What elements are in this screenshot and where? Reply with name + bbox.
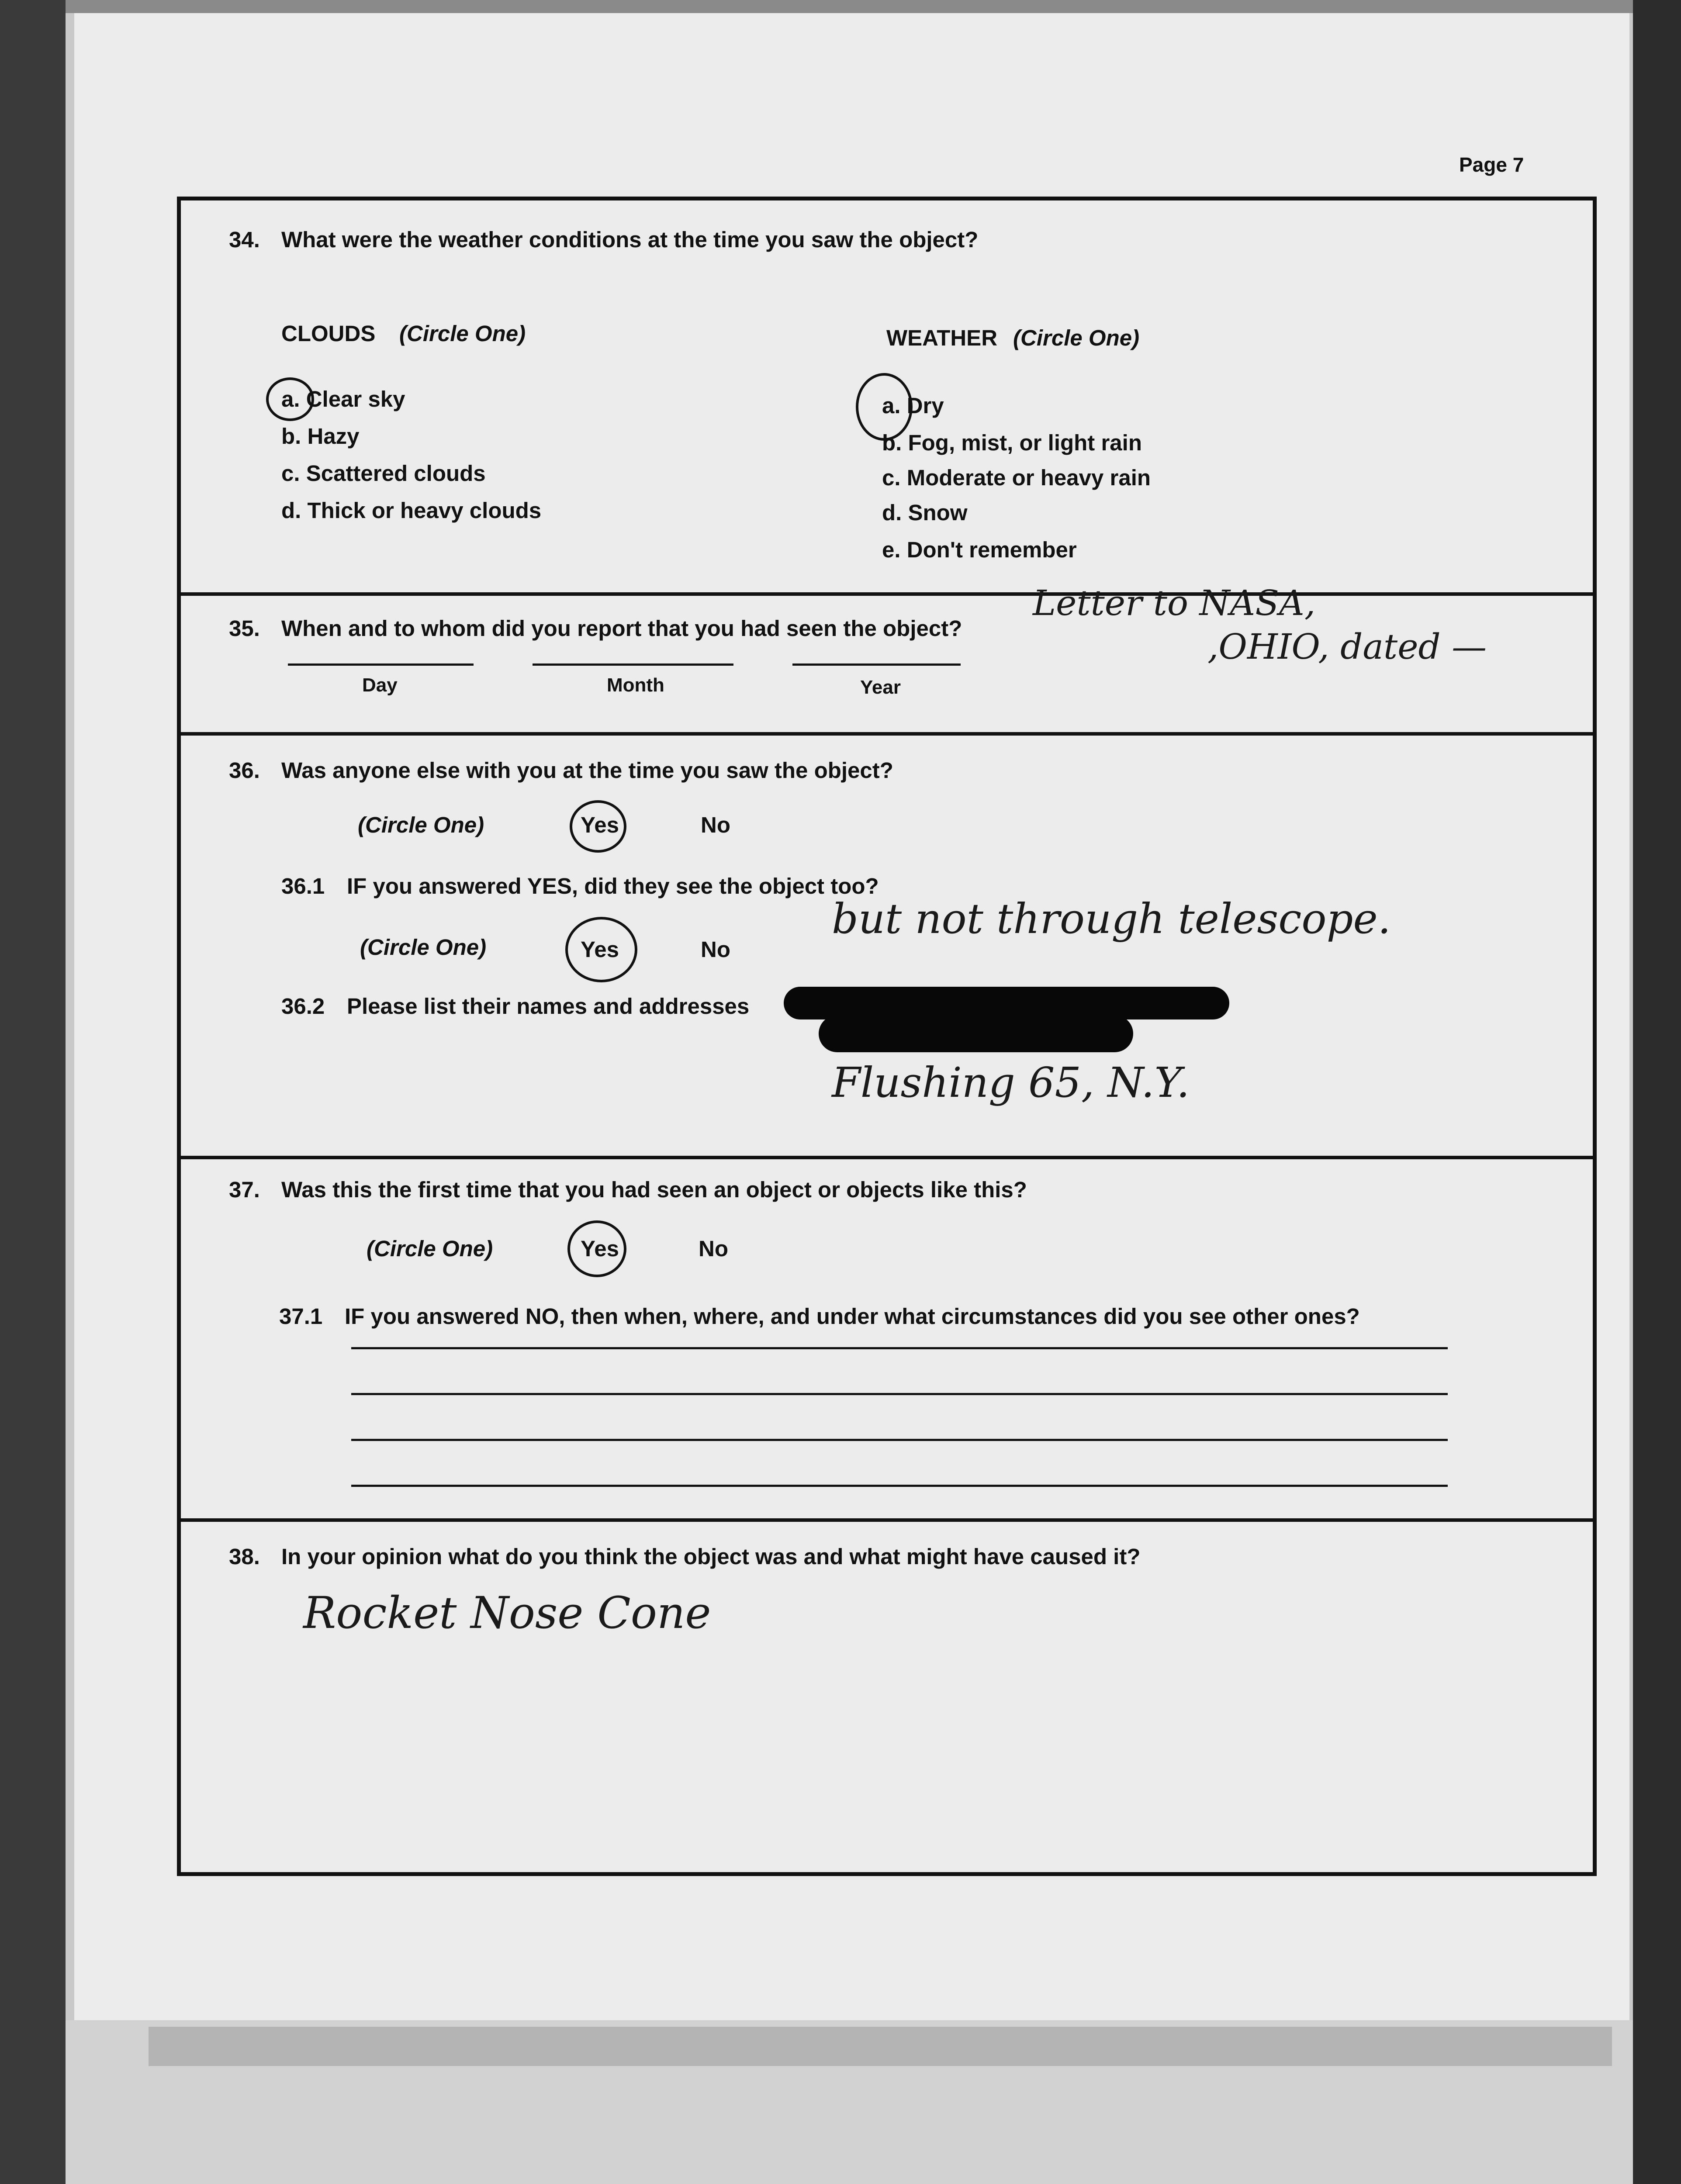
year-line (792, 663, 961, 666)
question-34-number: 34. (229, 227, 260, 252)
weather-option-b: b. Fog, mist, or light rain (882, 430, 1142, 455)
question-36-circle-one: (Circle One) (358, 812, 484, 837)
weather-circle-one: (Circle One) (1013, 325, 1140, 350)
questionnaire-form (177, 197, 1597, 1876)
day-line (288, 663, 474, 666)
redaction-bar (819, 1015, 1133, 1052)
scan-lower-band (149, 2027, 1612, 2066)
scan-top-band (66, 0, 1633, 13)
answer-line (351, 1393, 1448, 1395)
question-36-text: Was anyone else with you at the time you saw the object? (281, 758, 893, 783)
day-label: Day (362, 674, 398, 696)
question-38-number: 38. (229, 1544, 260, 1569)
redaction-bar (784, 987, 1229, 1019)
question-36-1-yes-circle (565, 917, 637, 982)
handwritten-report-recipient: Letter to NASA, (1033, 583, 1316, 623)
question-38-section (181, 1522, 1593, 1871)
question-37-yes-circle (567, 1220, 626, 1277)
question-37-no: No (699, 1236, 728, 1261)
question-37-1-number: 37.1 (279, 1304, 323, 1329)
question-36-1-no: No (701, 937, 730, 962)
clouds-heading: CLOUDS (281, 321, 376, 346)
question-36-number: 36. (229, 758, 260, 783)
question-35-number: 35. (229, 616, 260, 641)
handwritten-38-answer: Rocket Nose Cone (303, 1587, 711, 1638)
question-36-no: No (701, 812, 730, 837)
question-36-2-number: 36.2 (281, 994, 325, 1019)
question-37-text: Was this the first time that you had seen an object or objects like this? (281, 1177, 1027, 1202)
scan-edge-left (0, 0, 66, 2184)
clouds-selection-circle (266, 377, 314, 421)
answer-line (351, 1347, 1448, 1349)
handwritten-36-2-address: Flushing 65, N.Y. (832, 1059, 1190, 1107)
weather-heading: WEATHER (886, 325, 998, 350)
question-36-1-text: IF you answered YES, did they see the object too? (347, 874, 879, 898)
weather-option-c: c. Moderate or heavy rain (882, 465, 1151, 490)
question-38-text: In your opinion what do you think the object was and what might have caused it? (281, 1544, 1141, 1569)
question-36-yes: Yes (581, 812, 619, 837)
question-37-1-text: IF you answered NO, then when, where, and under what circumstances did you see other ones? (345, 1304, 1360, 1329)
question-34-section (181, 200, 1593, 596)
question-37-yes: Yes (581, 1236, 619, 1261)
clouds-option-a: a. Clear sky (281, 387, 405, 411)
scan-edge-right (1633, 0, 1681, 2184)
weather-option-d: d. Snow (882, 500, 968, 525)
month-line (533, 663, 733, 666)
answer-line (351, 1439, 1448, 1441)
weather-option-a: a. Dry (882, 393, 944, 418)
question-36-yes-circle (570, 800, 626, 853)
question-36-2-text: Please list their names and addresses (347, 994, 750, 1019)
question-37-number: 37. (229, 1177, 260, 1202)
weather-option-e: e. Don't remember (882, 537, 1077, 562)
question-36-section (181, 736, 1593, 1159)
clouds-option-c: c. Scattered clouds (281, 461, 486, 486)
handwritten-report-location: ,OHIO, dated — (1207, 626, 1487, 667)
question-37-section (181, 1159, 1593, 1522)
handwritten-36-1-answer: but not through telescope. (832, 895, 1391, 943)
question-35-section (181, 583, 1593, 736)
year-label: Year (860, 677, 901, 698)
question-36-1-yes: Yes (581, 937, 619, 962)
clouds-circle-one: (Circle One) (399, 321, 526, 346)
weather-selection-circle (856, 373, 913, 441)
month-label: Month (607, 674, 664, 696)
page-number: Page 7 (1459, 153, 1524, 176)
question-35-text: When and to whom did you report that you had seen the object? (281, 616, 962, 641)
question-36-1-number: 36.1 (281, 874, 325, 898)
answer-line (351, 1485, 1448, 1487)
question-34-text: What were the weather conditions at the time you saw the object? (281, 227, 979, 252)
clouds-option-d: d. Thick or heavy clouds (281, 498, 542, 523)
question-37-circle-one: (Circle One) (367, 1236, 493, 1261)
question-36-1-circle-one: (Circle One) (360, 935, 487, 960)
clouds-option-b: b. Hazy (281, 424, 360, 449)
